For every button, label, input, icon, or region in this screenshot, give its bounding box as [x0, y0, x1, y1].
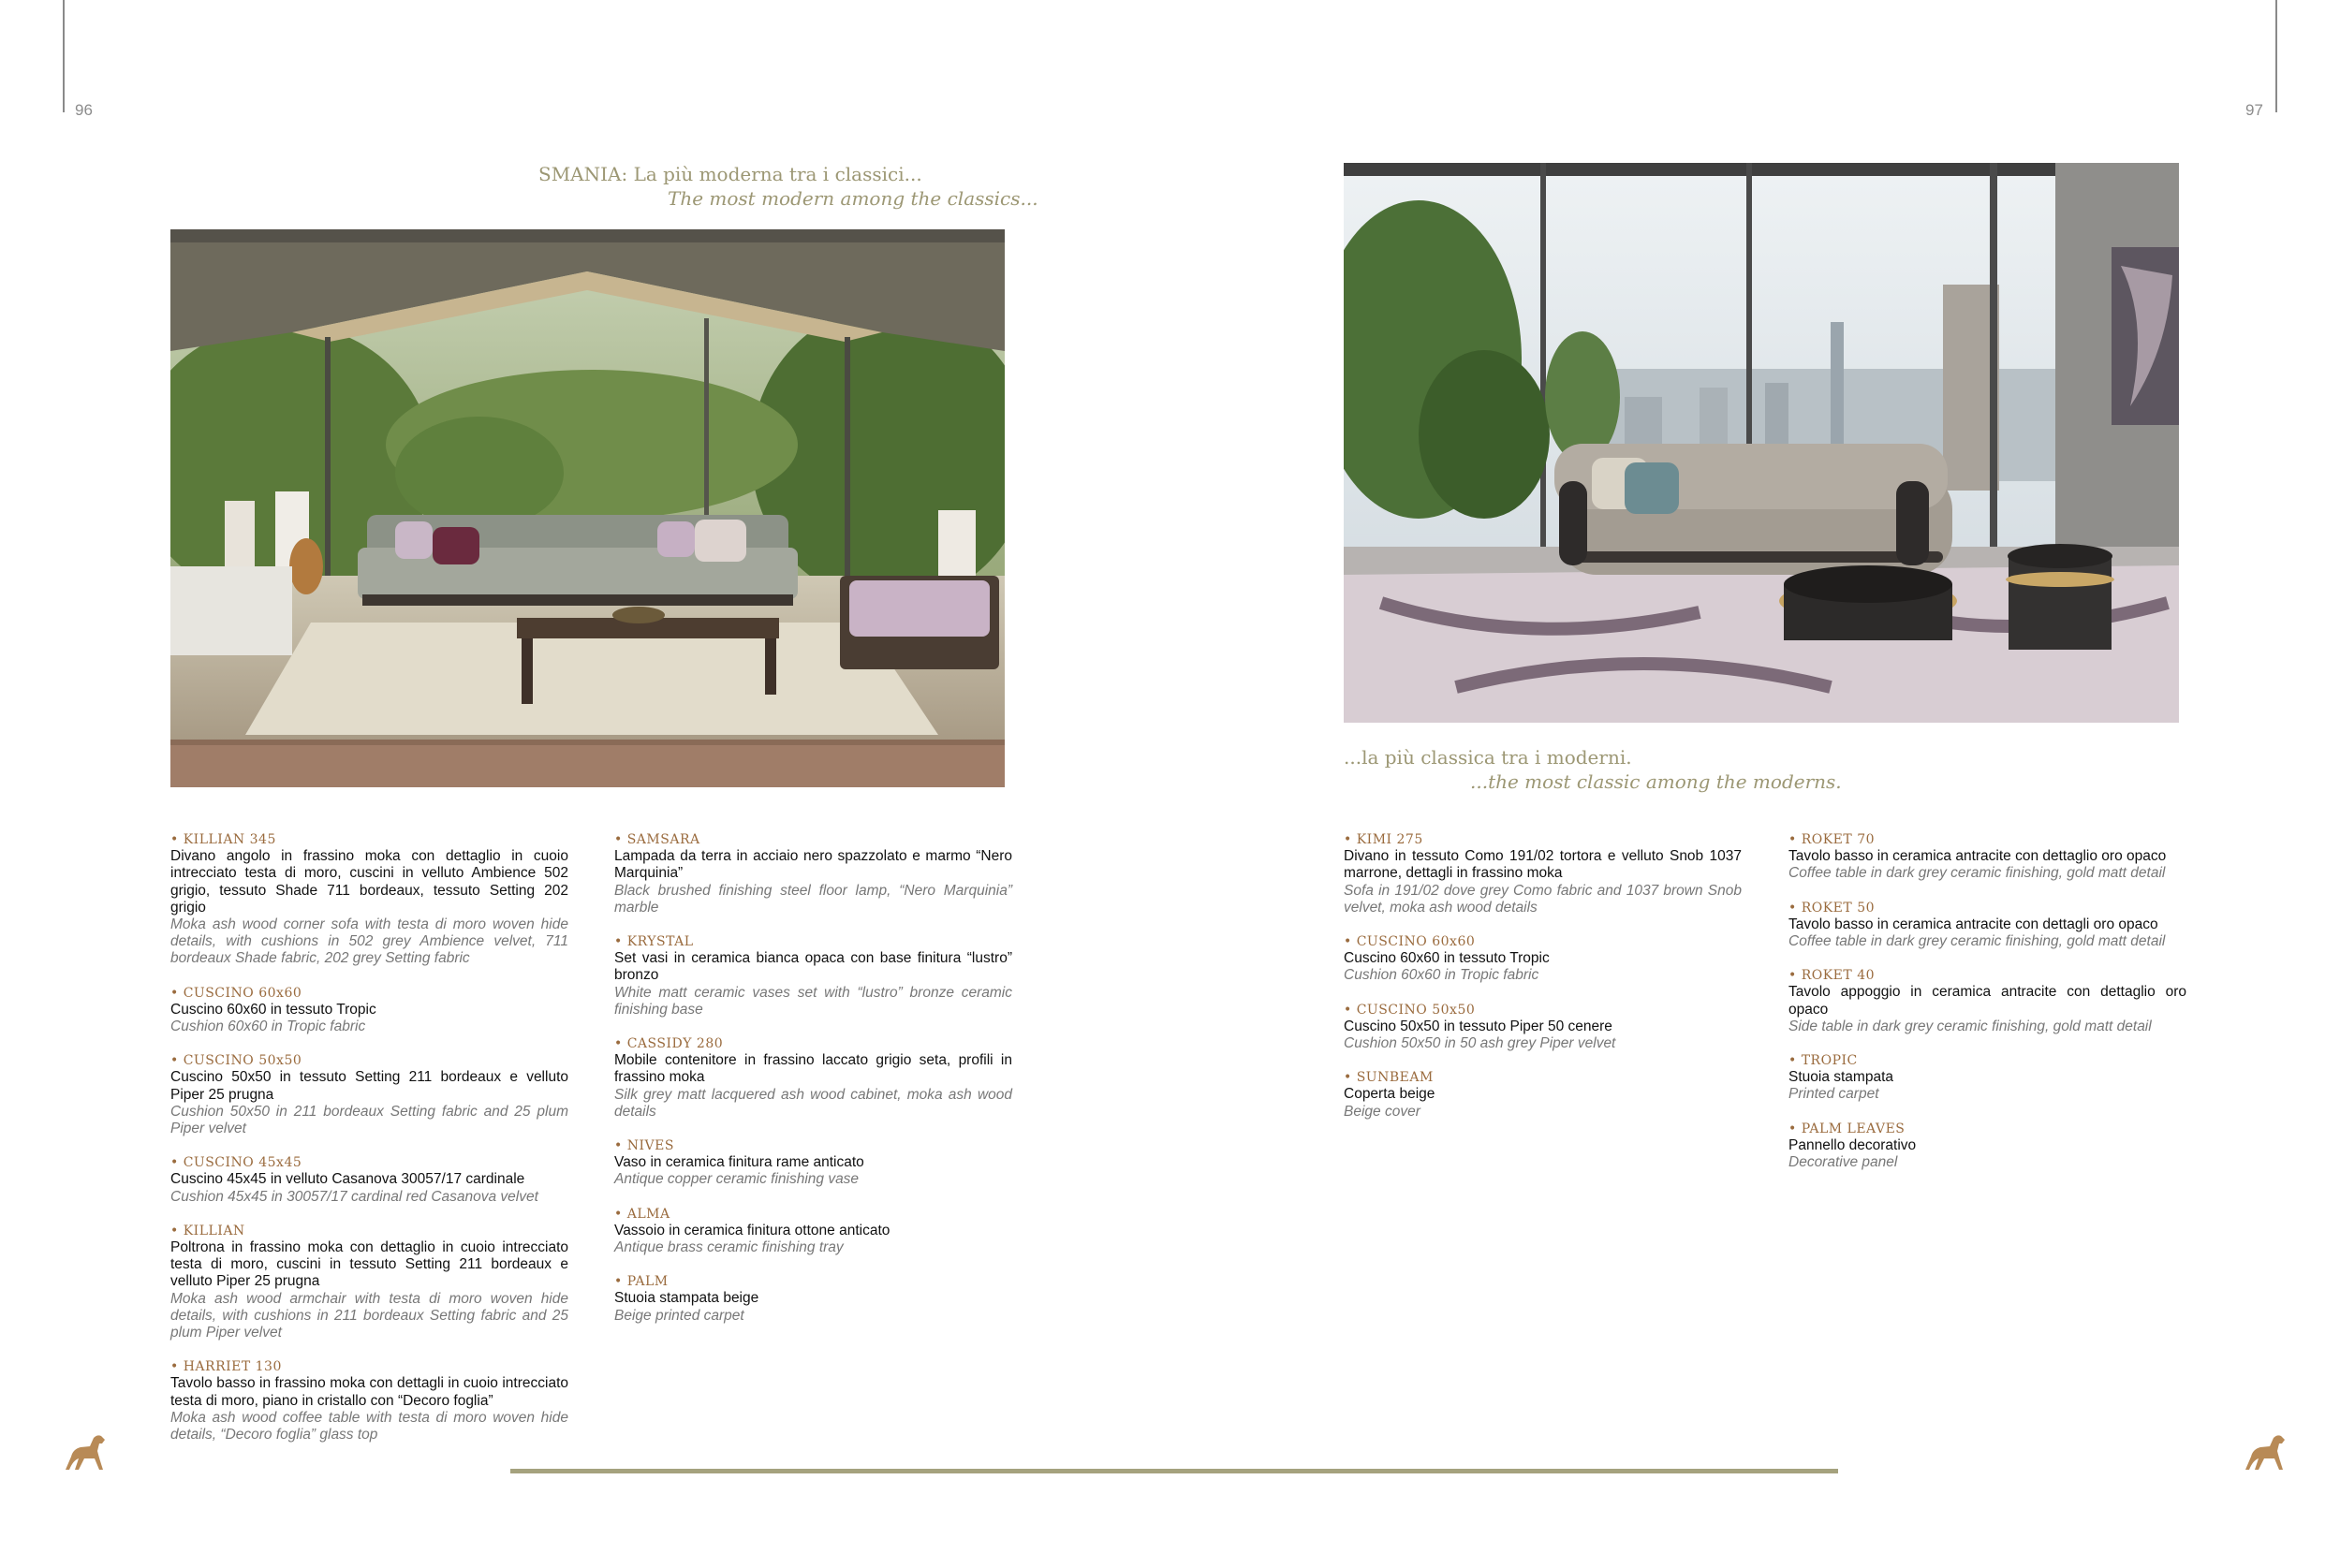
horse-logo-icon: [2242, 1432, 2290, 1473]
product-description-english: Cushion 45x45 in 30057/17 cardinal red Casanova velvet: [170, 1188, 538, 1205]
product-list-right-b: [1788, 831, 2186, 1188]
product-description-italian: Set vasi in ceramica bianca opaca con base finitura “lustro” bronzo: [614, 950, 1012, 984]
product-description-italian: Poltrona in frassino moka con dettaglio in cuoio intrecciato testa di moro, cuscini in tessuto Setting 211 bordeaux e velluto Piper 25 prugna: [170, 1239, 568, 1290]
product-name: • CUSCINO 50x50: [170, 1053, 302, 1069]
product-item: [170, 831, 568, 968]
product-item: [614, 1206, 1012, 1257]
product-name: • ROKET 50: [1788, 900, 1876, 916]
product-description-english: Cushion 50x50 in 211 bordeaux Setting fabric and 25 plum Piper velvet: [170, 1103, 568, 1137]
product-description-english: Moka ash wood coffee table with testa di moro woven hide details, “Decoro foglia” glass top: [170, 1409, 568, 1443]
product-item: [170, 1154, 568, 1206]
product-item: [1344, 831, 1742, 916]
product-name: • CUSCINO 60x60: [170, 985, 302, 1001]
product-description-italian: Tavolo appoggio in ceramica antracite con dettaglio oro opaco: [1788, 984, 2186, 1018]
product-description-italian: Vaso in ceramica finitura rame anticato: [614, 1154, 864, 1171]
product-name: • ROKET 40: [1788, 968, 1876, 984]
product-list-left-a: [170, 831, 568, 1460]
product-name: • SAMSARA: [614, 832, 700, 847]
product-name: • TROPIC: [1788, 1053, 1858, 1069]
photo-veranda-living-room: [170, 229, 1005, 787]
caption-left-italian: SMANIA: La più moderna tra i classici...: [538, 163, 922, 185]
product-description-italian: Tavolo basso in ceramica antracite con dettaglio oro opaco: [1788, 848, 2167, 865]
photo-city-loft: [1344, 163, 2179, 723]
page-number-left: 96: [75, 101, 93, 119]
left-page-edge: [63, 0, 65, 112]
product-description-english: Moka ash wood corner sofa with testa di moro woven hide details, with cushions in 502 grey Ambience velvet, 711 bordeaux Shade fabric, 202 grey Setting fabric: [170, 916, 568, 967]
caption-right: [1344, 745, 1842, 794]
product-description-english: Antique copper ceramic finishing vase: [614, 1171, 860, 1188]
product-description-english: Printed carpet: [1788, 1086, 1879, 1103]
product-list-right-a: [1344, 831, 1742, 1137]
product-description-english: Decorative panel: [1788, 1154, 1898, 1171]
product-item: [1344, 1002, 1742, 1053]
product-description-english: White matt ceramic vases set with “lustro” bronze ceramic finishing base: [614, 984, 1012, 1018]
product-description-italian: Stuoia stampata: [1788, 1069, 1894, 1086]
product-item: [1344, 933, 1742, 985]
product-description-italian: Divano in tessuto Como 191/02 tortora e velluto Snob 1037 marrone, dettagli in frassino moka: [1344, 848, 1742, 882]
product-description-italian: Mobile contenitore in frassino laccato grigio seta, profili in frassino moka: [614, 1052, 1012, 1086]
product-item: [614, 1137, 1012, 1189]
product-list-left-b: [614, 831, 1012, 1341]
product-description-italian: Stuoia stampata beige: [614, 1290, 759, 1307]
product-description-english: Side table in dark grey ceramic finishing, gold matt detail: [1788, 1018, 2152, 1034]
horse-logo-icon: [62, 1432, 110, 1473]
product-name: • PALM LEAVES: [1788, 1121, 1906, 1136]
page-number-right: 97: [2245, 101, 2263, 119]
right-page-edge: [2275, 0, 2277, 112]
product-name: • NIVES: [614, 1138, 674, 1154]
product-description-english: Sofa in 191/02 dove grey Como fabric and 1037 brown Snob velvet, moka ash wood details: [1344, 882, 1742, 916]
product-description-italian: Vassoio in ceramica finitura ottone anticato: [614, 1222, 890, 1238]
product-description-italian: Tavolo basso in ceramica antracite con dettagli oro opaco: [1788, 916, 2158, 932]
product-item: [1788, 900, 2186, 951]
product-item: [1788, 1121, 2186, 1172]
product-item: [614, 1273, 1012, 1325]
product-item: [614, 933, 1012, 1018]
product-description-english: Antique brass ceramic finishing tray: [614, 1239, 844, 1256]
product-description-english: Cushion 60x60 in Tropic fabric: [1344, 967, 1539, 984]
product-description-italian: Tavolo basso in frassino moka con dettagli in cuoio intrecciato testa di moro, piano in cristallo con “Decoro foglia”: [170, 1375, 568, 1409]
bottom-divider: [510, 1469, 1838, 1473]
product-description-english: Coffee table in dark grey ceramic finishing, gold matt detail: [1788, 933, 2166, 950]
product-description-english: Beige cover: [1344, 1103, 1420, 1120]
product-name: • CUSCINO 50x50: [1344, 1002, 1476, 1018]
product-description-english: Beige printed carpet: [614, 1307, 744, 1324]
product-description-italian: Coperta beige: [1344, 1086, 1435, 1103]
product-name: • CASSIDY 280: [614, 1036, 724, 1052]
product-item: [170, 985, 568, 1036]
caption-right-english: ...the most classic among the moderns.: [1470, 770, 1842, 793]
caption-left: [538, 162, 1038, 211]
product-description-english: Silk grey matt lacquered ash wood cabinet, moka ash wood details: [614, 1086, 1012, 1120]
caption-left-english: The most modern among the classics...: [668, 187, 1038, 210]
product-item: [1788, 831, 2186, 883]
product-description-italian: Cuscino 50x50 in tessuto Setting 211 bordeaux e velluto Piper 25 prugna: [170, 1069, 568, 1103]
product-item: [170, 1052, 568, 1137]
product-item: [170, 1223, 568, 1341]
product-description-italian: Cuscino 45x45 in velluto Casanova 30057/17 cardinale: [170, 1171, 525, 1188]
product-description-english: Coffee table in dark grey ceramic finishing, gold matt detail: [1788, 865, 2166, 882]
product-description-italian: Cuscino 50x50 in tessuto Piper 50 cenere: [1344, 1018, 1612, 1034]
product-name: • SUNBEAM: [1344, 1070, 1434, 1086]
product-description-italian: Lampada da terra in acciaio nero spazzolato e marmo “Nero Marquinia”: [614, 848, 1012, 882]
product-item: [614, 1035, 1012, 1121]
product-description-english: Cushion 60x60 in Tropic fabric: [170, 1018, 366, 1035]
product-description-english: Moka ash wood armchair with testa di moro woven hide details, with cushions in 211 bordeaux Setting fabric and 25 plum Piper velvet: [170, 1290, 568, 1341]
product-description-english: Cushion 50x50 in 50 ash grey Piper velvet: [1344, 1035, 1616, 1052]
product-description-english: Black brushed finishing steel floor lamp, “Nero Marquinia” marble: [614, 882, 1012, 916]
product-name: • KIMI 275: [1344, 832, 1423, 847]
product-name: • KRYSTAL: [614, 934, 694, 950]
product-description-italian: Divano angolo in frassino moka con dettaglio in cuoio intrecciato testa di moro, cuscini in velluto Ambience 502 grigio, tessuto Shade 711 bordeaux, tessuto Setting 202 grigio: [170, 848, 568, 916]
product-name: • ROKET 70: [1788, 832, 1876, 847]
product-item: [1788, 1052, 2186, 1104]
product-item: [170, 1358, 568, 1443]
product-name: • HARRIET 130: [170, 1359, 282, 1375]
product-name: • KILLIAN 345: [170, 832, 276, 847]
caption-right-italian: ...la più classica tra i moderni.: [1344, 746, 1632, 769]
product-description-italian: Cuscino 60x60 in tessuto Tropic: [1344, 950, 1550, 967]
product-name: • PALM: [614, 1274, 669, 1290]
product-name: • KILLIAN: [170, 1223, 245, 1238]
product-description-italian: Cuscino 60x60 in tessuto Tropic: [170, 1001, 376, 1018]
product-description-italian: Pannello decorativo: [1788, 1136, 1917, 1153]
product-item: [1788, 967, 2186, 1035]
product-item: [1344, 1069, 1742, 1121]
product-name: • ALMA: [614, 1206, 670, 1222]
product-name: • CUSCINO 45x45: [170, 1155, 302, 1171]
product-name: • CUSCINO 60x60: [1344, 934, 1476, 950]
product-item: [614, 831, 1012, 916]
